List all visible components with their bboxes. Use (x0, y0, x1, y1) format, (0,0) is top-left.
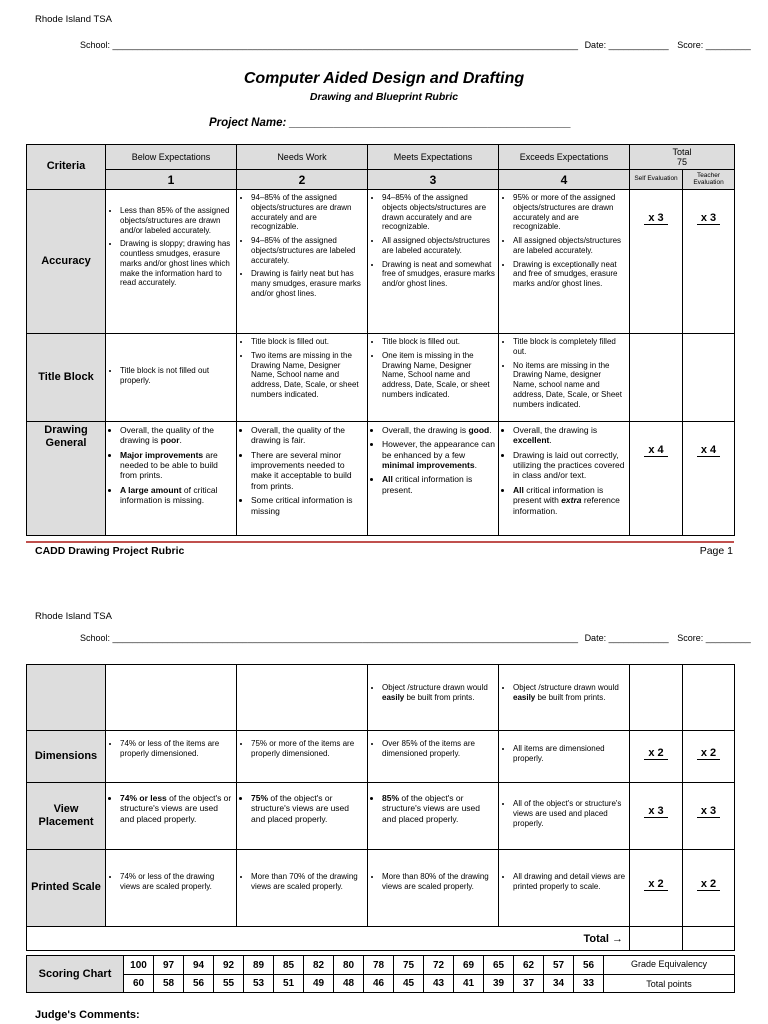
list-item: • Drawing is fairly neat but has many smudges, erasure marks and/or ghost lines. (251, 269, 364, 298)
list-item: • Less than 85% of the assigned objects/structures are drawn and/or labeled accurately. (120, 206, 233, 235)
total-self[interactable] (630, 927, 683, 951)
date-line: ____________ (608, 40, 669, 50)
list-item: • All assigned objects/structures are labeled accurately. (382, 236, 495, 256)
criteria-header: Criteria (27, 145, 106, 190)
header-fields (80, 40, 751, 50)
points-cell: 60 (124, 975, 154, 993)
grade-cell: 100 (124, 956, 154, 975)
organization: Rhode Island TSA (35, 14, 112, 25)
list-item: • Some critical information is missing (251, 495, 364, 516)
drawing-general-self-eval[interactable] (630, 422, 683, 536)
project-name-label: Project Name: (209, 117, 287, 129)
grade-cell: 57 (544, 956, 574, 975)
list-item: • Overall, the drawing is good. (382, 425, 495, 435)
school-line: _____________________________________________________________________________________________ (112, 40, 579, 50)
grade-cell: 85 (274, 956, 304, 975)
carry-teacher-eval[interactable] (683, 665, 735, 731)
list-item: • Two items are missing in the Drawing Name, Designer Name, School name and address, Date, Scale, or sheet numbers indicated. (251, 351, 364, 400)
carry-level-4 (499, 665, 630, 731)
date-label: Date: (584, 40, 607, 50)
rubric-table-continued (26, 664, 735, 951)
multiplier: x 4 (697, 444, 720, 457)
total-row-label: Total → (27, 927, 630, 951)
points-cell: 34 (544, 975, 574, 993)
level-3: 3 (368, 170, 499, 190)
title-block-level-3 (368, 334, 499, 422)
dimensions-level-4 (499, 731, 630, 783)
grade-cell: 94 (184, 956, 214, 975)
list-item: • Overall, the quality of the drawing is fair. (251, 425, 364, 446)
points-cell: 58 (154, 975, 184, 993)
carry-level-2 (237, 665, 368, 731)
view-placement-level-3 (368, 783, 499, 850)
drawing-general-level-3 (368, 422, 499, 536)
score-label: Score: (677, 40, 704, 50)
list-item: • Title block is filled out. (251, 337, 364, 347)
list-item: • All of the object's or structure's views are used and placed properly. (513, 799, 626, 828)
page-number: Page 1 (699, 545, 733, 557)
score-line: _________ (705, 40, 751, 50)
list-item: • All items are dimensioned properly. (513, 744, 626, 764)
points-cell: 43 (424, 975, 454, 993)
list-item: • Major improvements are needed to be able to build from prints. (120, 450, 233, 481)
list-item: • Drawing is exceptionally neat and free of smudges, erasure marks and/or ghost lines. (513, 260, 626, 289)
list-item: • Title block is not filled out properly. (120, 366, 233, 386)
total-header (630, 145, 735, 170)
document-subtitle: Drawing and Blueprint Rubric (309, 91, 459, 103)
title-block-self-eval[interactable] (630, 334, 683, 422)
multiplier: x 2 (697, 878, 720, 891)
view-placement-level-2 (237, 783, 368, 850)
grade-cell: 75 (394, 956, 424, 975)
teacher-evaluation-header: Teacher Evaluation (683, 170, 735, 190)
list-item: • All drawing and detail views are printed properly to scale. (513, 872, 626, 892)
grade-cell: 92 (214, 956, 244, 975)
view-placement-level-4 (499, 783, 630, 850)
criterion-blank (27, 665, 106, 731)
list-item: • Overall, the drawing is excellent. (513, 425, 626, 446)
dimensions-self-eval[interactable] (630, 731, 683, 783)
printed-scale-self-eval[interactable] (630, 850, 683, 927)
project-name-line: ____________________________________________ (289, 117, 571, 129)
carry-level-1 (106, 665, 237, 731)
grade-cell: 65 (484, 956, 514, 975)
title-block-teacher-eval[interactable] (683, 334, 735, 422)
points-cell: 33 (574, 975, 604, 993)
list-item: • More than 70% of the drawing views are scaled properly. (251, 872, 364, 892)
list-item: • 85% of the object's or structure's views are used and placed properly. (382, 793, 495, 824)
below-expectations-header: Below Expectations (106, 145, 237, 170)
level-1: 1 (106, 170, 237, 190)
list-item: • Drawing is neat and somewhat free of smudges, erasure marks and/or ghost lines. (382, 260, 495, 289)
accuracy-level-1 (106, 190, 237, 334)
total-points: 75 (677, 157, 688, 167)
grade-cell: 62 (514, 956, 544, 975)
grade-cell: 80 (334, 956, 364, 975)
drawing-general-level-4 (499, 422, 630, 536)
school-line: _____________________________________________________________________________________________ (112, 633, 579, 643)
rubric-table (26, 144, 735, 536)
exceeds-expectations-header: Exceeds Expectations (499, 145, 630, 170)
list-item: • 94–85% of the assigned objects/structures are drawn accurately and are recognizable. (251, 193, 364, 232)
accuracy-level-2 (237, 190, 368, 334)
grade-cell: 82 (304, 956, 334, 975)
carry-self-eval[interactable] (630, 665, 683, 731)
list-item: • All critical information is present. (382, 474, 495, 495)
multiplier: x 2 (697, 747, 720, 760)
criterion-accuracy: Accuracy (27, 190, 106, 334)
total-label: Total (672, 146, 692, 157)
list-item: • 94–85% of the assigned objects/structures are labeled accurately. (251, 236, 364, 265)
points-cell: 41 (454, 975, 484, 993)
school-label: School: (80, 633, 111, 643)
grade-cell: 72 (424, 956, 454, 975)
score-label: Score: (677, 633, 704, 643)
drawing-general-level-2 (237, 422, 368, 536)
list-item: • All assigned objects/structures are labeled accurately. (513, 236, 626, 256)
judges-comments-label: Judge's Comments: (35, 1009, 140, 1021)
footer-title: CADD Drawing Project Rubric (35, 545, 185, 557)
points-cell: 53 (244, 975, 274, 993)
list-item: • Object /structure drawn would easily be built from prints. (382, 683, 495, 703)
points-cell: 37 (514, 975, 544, 993)
criterion-title-block: Title Block (27, 334, 106, 422)
title-block-level-4 (499, 334, 630, 422)
list-item: • 74% or less of the drawing views are scaled properly. (120, 872, 233, 892)
list-item: • 74% or less of the object's or structure's views are used and placed properly. (120, 793, 233, 824)
list-item: • A large amount of critical information is missing. (120, 485, 233, 506)
list-item: • 74% or less of the items are properly dimensioned. (120, 739, 233, 759)
list-item: • Drawing is laid out correctly, utilizing the practices covered in class and/or text. (513, 450, 626, 481)
dimensions-level-1 (106, 731, 237, 783)
carry-level-3 (368, 665, 499, 731)
list-item: • However, the appearance can be enhanced by a few minimal improvements. (382, 439, 495, 470)
accuracy-level-4 (499, 190, 630, 334)
points-cell: 55 (214, 975, 244, 993)
multiplier: x 2 (644, 878, 667, 891)
list-item: • More than 80% of the drawing views are scaled properly. (382, 872, 495, 892)
points-cell: 56 (184, 975, 214, 993)
needs-work-header: Needs Work (237, 145, 368, 170)
accuracy-level-3 (368, 190, 499, 334)
grade-cell: 69 (454, 956, 484, 975)
total-teacher[interactable] (683, 927, 735, 951)
list-item: • Object /structure drawn would easily be built from prints. (513, 683, 626, 703)
points-cell: 46 (364, 975, 394, 993)
list-item: • 94–85% of the assigned objects objects/structures are drawn accurately and are recognizable. (382, 193, 495, 232)
dimensions-level-3 (368, 731, 499, 783)
drawing-general-teacher-eval[interactable] (683, 422, 735, 536)
grade-cell: 89 (244, 956, 274, 975)
accuracy-teacher-eval[interactable] (683, 190, 735, 334)
points-cell: 49 (304, 975, 334, 993)
list-item: • 75% or more of the items are properly dimensioned. (251, 739, 364, 759)
list-item: • No items are missing in the Drawing Name, designer Name, school name and address, Date, Scale, or Sheet numbers indicated. (513, 361, 626, 410)
points-cell: 39 (484, 975, 514, 993)
grade-cell: 56 (574, 956, 604, 975)
criterion-drawing-general: Drawing General (27, 422, 106, 536)
dimensions-teacher-eval[interactable] (683, 731, 735, 783)
points-cell: 48 (334, 975, 364, 993)
title-block-level-1 (106, 334, 237, 422)
points-cell: 45 (394, 975, 424, 993)
multiplier: x 3 (697, 805, 720, 818)
list-item: • Title block is filled out. (382, 337, 495, 347)
multiplier: x 3 (644, 212, 667, 225)
criterion-printed-scale: Printed Scale (27, 850, 106, 927)
points-cell: 51 (274, 975, 304, 993)
organization: Rhode Island TSA (35, 611, 112, 622)
self-evaluation-header: Self Evaluation (630, 170, 683, 190)
printed-scale-level-1 (106, 850, 237, 927)
level-4: 4 (499, 170, 630, 190)
list-item: • Drawing is sloppy; drawing has countless smudges, erasure marks and/or ghost lines which make the information hard to read accurately. (120, 239, 233, 288)
list-item: • Title block is completely filled out. (513, 337, 626, 357)
printed-scale-teacher-eval[interactable] (683, 850, 735, 927)
dimensions-level-2 (237, 731, 368, 783)
drawing-general-level-1 (106, 422, 237, 536)
view-placement-teacher-eval[interactable] (683, 783, 735, 850)
accuracy-self-eval[interactable] (630, 190, 683, 334)
footer-divider (26, 541, 734, 543)
grade-cell: 78 (364, 956, 394, 975)
multiplier: x 3 (697, 212, 720, 225)
criterion-view-placement: View Placement (27, 783, 106, 850)
printed-scale-level-2 (237, 850, 368, 927)
scoring-chart-label: Scoring Chart (27, 956, 124, 993)
header-fields (80, 633, 751, 643)
date-line: ____________ (608, 633, 669, 643)
level-2: 2 (237, 170, 368, 190)
criterion-dimensions: Dimensions (27, 731, 106, 783)
list-item: • 95% or more of the assigned objects/structures are drawn accurately and are recognizable. (513, 193, 626, 232)
total-points-label: Total points (604, 975, 735, 993)
grade-equivalency-label: Grade Equivalency (604, 956, 735, 975)
score-line: _________ (705, 633, 751, 643)
multiplier: x 2 (644, 747, 667, 760)
list-item: • Overall, the quality of the drawing is poor. (120, 425, 233, 446)
multiplier: x 3 (644, 805, 667, 818)
grade-cell: 97 (154, 956, 184, 975)
view-placement-self-eval[interactable] (630, 783, 683, 850)
multiplier: x 4 (644, 444, 667, 457)
scoring-chart (26, 955, 735, 993)
school-label: School: (80, 40, 111, 50)
view-placement-level-1 (106, 783, 237, 850)
list-item: • Over 85% of the items are dimensioned properly. (382, 739, 495, 759)
document-title: Computer Aided Design and Drafting (243, 70, 525, 87)
meets-expectations-header: Meets Expectations (368, 145, 499, 170)
list-item: • One item is missing in the Drawing Name, Designer Name, School name and address, Date, Scale, or sheet numbers indicated. (382, 351, 495, 400)
title-block-level-2 (237, 334, 368, 422)
date-label: Date: (584, 633, 607, 643)
list-item: • All critical information is present with extra reference information. (513, 485, 626, 516)
printed-scale-level-4 (499, 850, 630, 927)
list-item: • There are several minor improvements needed to make it acceptable to build from prints. (251, 450, 364, 491)
list-item: • 75% of the object's or structure's views are used and placed properly. (251, 793, 364, 824)
project-name (209, 117, 571, 129)
printed-scale-level-3 (368, 850, 499, 927)
